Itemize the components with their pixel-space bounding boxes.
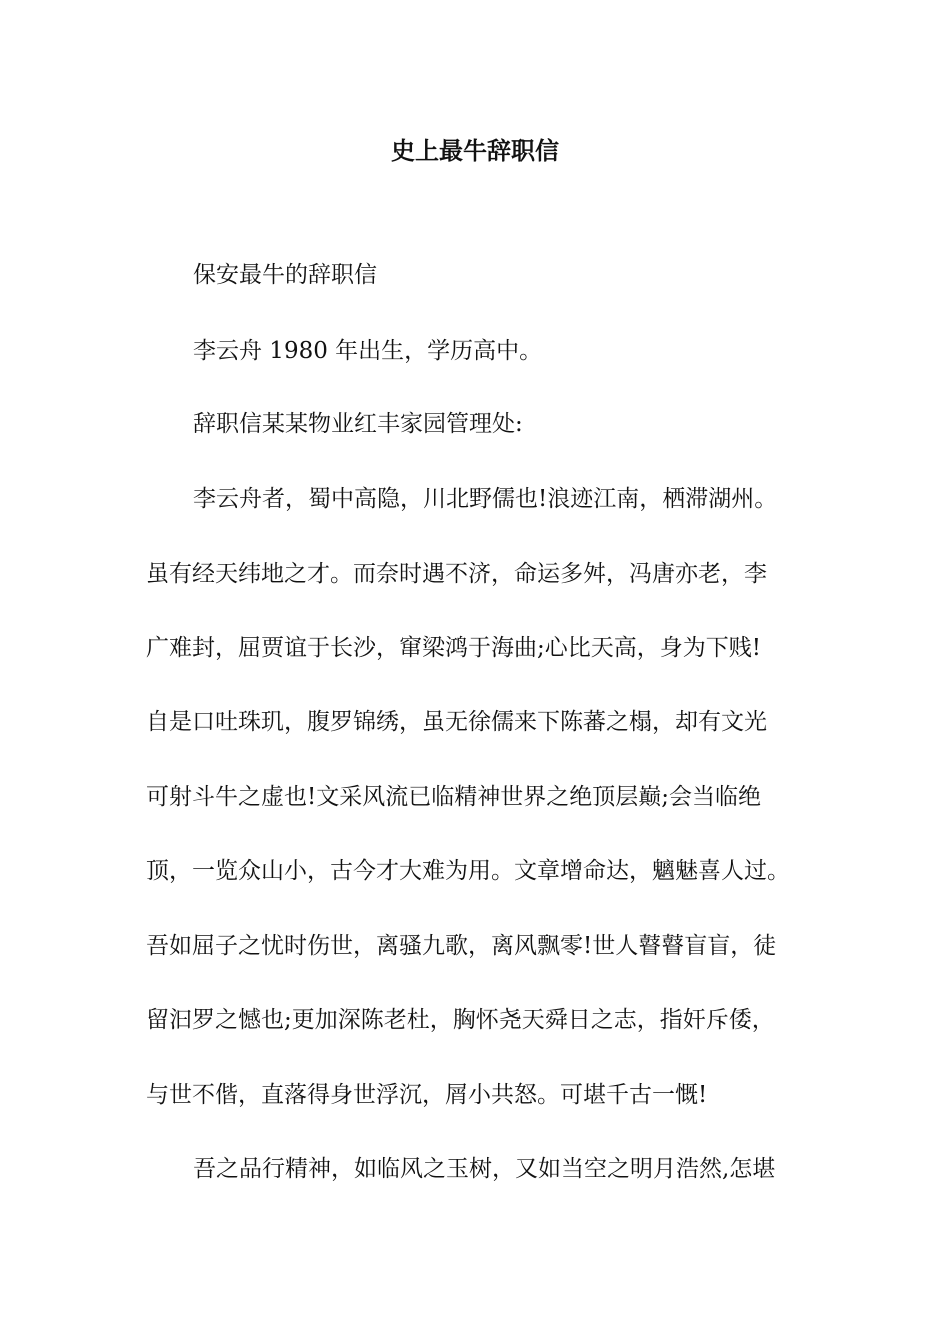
paragraph-line: 顶，一览众山小，古今才大难为用。文章增命达，魑魅喜人过。 xyxy=(146,858,790,884)
paragraph-line: 与世不偕，直落得身世浮沉，屑小共怒。可堪千古一慨! xyxy=(146,1082,708,1108)
paragraph-line: 可射斗牛之虚也!文采风流已临精神世界之绝顶层巅;会当临绝 xyxy=(146,784,761,810)
paragraph-line: 吾如屈子之忧时伤世，离骚九歌，离风飘零!世人瞽瞽盲盲，徒 xyxy=(146,933,777,959)
paragraph-line: 吾之品行精神，如临风之玉树，又如当空之明月浩然,怎堪 xyxy=(193,1156,776,1182)
document-title: 史上最牛辞职信 xyxy=(391,136,559,165)
paragraph-line: 李云舟 1980 年出生，学历高中。 xyxy=(193,338,543,364)
paragraph-line: 广难封，屈贾谊于长沙，窜梁鸿于海曲;心比天高，身为下贱! xyxy=(146,635,761,661)
paragraph-line: 辞职信某某物业红丰家园管理处: xyxy=(193,411,523,437)
paragraph-line: 自是口吐珠玑，腹罗锦绣，虽无徐儒来下陈蕃之榻，却有文光 xyxy=(146,709,767,735)
paragraph-line: 留汩罗之憾也;更加深陈老杜，胸怀尧天舜日之志，指奸斥倭， xyxy=(146,1007,775,1033)
paragraph-line: 虽有经天纬地之才。而奈时遇不济，命运多舛，冯唐亦老，李 xyxy=(146,561,767,587)
paragraph-line: 李云舟者，蜀中高隐，川北野儒也!浪迹江南，栖滞湖州。 xyxy=(193,486,778,512)
paragraph-line: 保安最牛的辞职信 xyxy=(193,262,377,288)
